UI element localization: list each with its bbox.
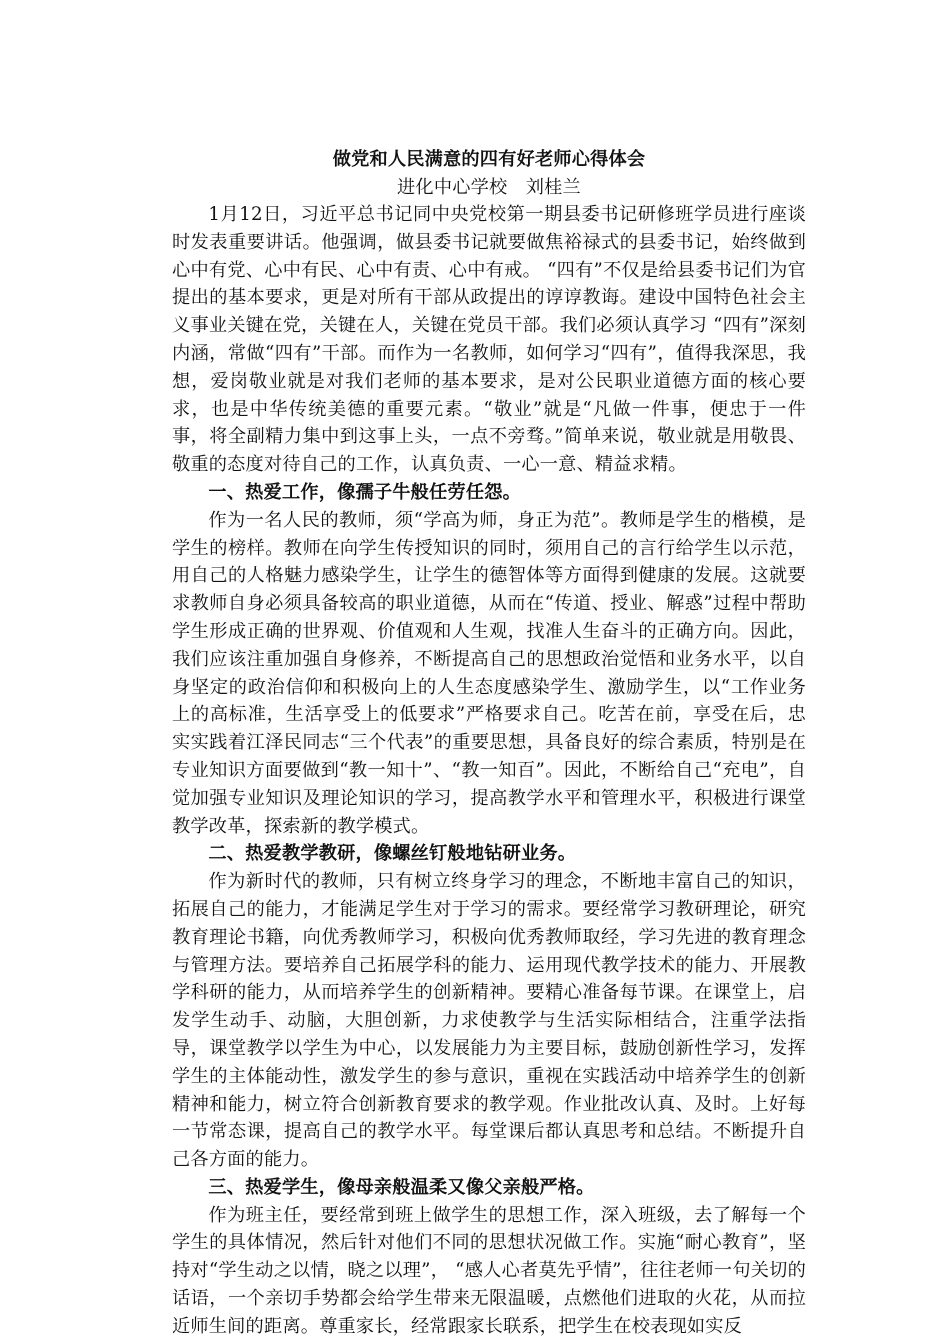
document-title: 做党和人民满意的四有好老师心得体会	[332, 149, 646, 170]
document-page	[172, 146, 806, 1341]
section-heading-3: 三、热爱学生，像母亲般温柔又像父亲般严格。	[208, 1176, 595, 1198]
intro-paragraph: 1月12日，习近平总书记同中央党校第一期县委书记研修班学员进行座谈时发表重要讲话。他强调，做县委书记就要做焦裕禄式的县委书记，始终做到心中有党、心中有民、心中有责、心中有戒。 “四有”不仅是给县委书记们为官提出的基本要求，更是对所有干部从政提出的谆谆教诲。建设中国特色社会主义事业关键在党，关键在人，关键在党员干部。我们必须认真学习 “四有”深刻内涵，常做“四有”干部。而作为一名教师，如何学习“四有”，值得我深思，我想，爱岗敬业就是对我们老师的基本要求，是对公民职业道德方面的核心要求，也是中华传统美德的重要元素。“敬业”就是“凡做一件事，便忠于一件事，将全副精力集中到这事上头，一点不旁骛。”简单来说，敬业就是用敬畏、敬重的态度对待自己的工作，认真负责、一心一意、精益求精。	[172, 204, 807, 476]
section-paragraph-3: 作为班主任，要经常到班上做学生的思想工作，深入班级，去了解每一个学生的具体情况，然后针对他们不同的思想状况做工作。实施“耐心教育”，坚持对“学生动之以情，晓之以理”， “感人心者莫先乎情”，往往老师一句关切的话语，一个亲切手势都会给学生带来无限温暖，点燃他们进取的火花，从而拉近师生间的距离。尊重家长，经常跟家长联系，把学生在校表现如实反	[172, 1204, 806, 1337]
section-paragraph-1: 作为一名人民的教师，须“学高为师，身正为范”。教师是学生的楷模，是学生的榜样。教师在向学生传授知识的同时，须用自己的言行给学生以示范，用自己的人格魅力感染学生，让学生的德智体等方面得到健康的发展。这就要求教师自身必须具备较高的职业道德，从而在“传道、授业、解惑”过程中帮助学生形成正确的世界观、价值观和人生观，找准人生奋斗的正确方向。因此，我们应该注重加强自身修养，不断提高自己的思想政治觉悟和业务水平，以自身坚定的政治信仰和积极向上的人生态度感染学生、激励学生，以“工作业务上的高标准，生活享受上的低要求”严格要求自己。吃苦在前，享受在后，忠实实践着江泽民同志“三个代表”的重要思想，具备良好的综合素质，特别是在专业知识方面要做到“教一知十”、“教一知百”。因此，不断给自己“充电”，自觉加强专业知识及理论知识的学习，提高教学水平和管理水平，积极进行课堂教学改革，探索新的教学模式。	[172, 509, 806, 837]
document-author: 进化中心学校 刘桂兰	[397, 177, 581, 198]
section-paragraph-2: 作为新时代的教师，只有树立终身学习的理念，不断地丰富自己的知识，拓展自己的能力，才能满足学生对于学习的需求。要经常学习教研理论，研究教育理论书籍，向优秀教师学习，积极向优秀教师取经，学习先进的教育理念与管理方法。要培养自己拓展学科的能力、运用现代教学技术的能力、开展教学科研的能力，从而培养学生的创新精神。要精心准备每节课。在课堂上，启发学生动手、动脑，大胆创新，力求使教学与生活实际相结合，注重学法指导，课堂教学以学生为中心，以发展能力为主要目标，鼓励创新性学习，发挥学生的主体能动性，激发学生的参与意识，重视在实践活动中培养学生的创新精神和能力，树立符合创新教育要求的教学观。作业批改认真、及时。上好每一节常态课，提高自己的教学水平。每堂课后都认真思考和总结。不断提升自己各方面的能力。	[172, 871, 806, 1171]
section-heading-1: 一、热爱工作，像孺子牛般任劳任怨。	[208, 481, 521, 503]
document-body	[172, 201, 806, 1341]
section-heading-2: 二、热爱教学教研，像螺丝钉般地钻研业务。	[208, 843, 577, 865]
